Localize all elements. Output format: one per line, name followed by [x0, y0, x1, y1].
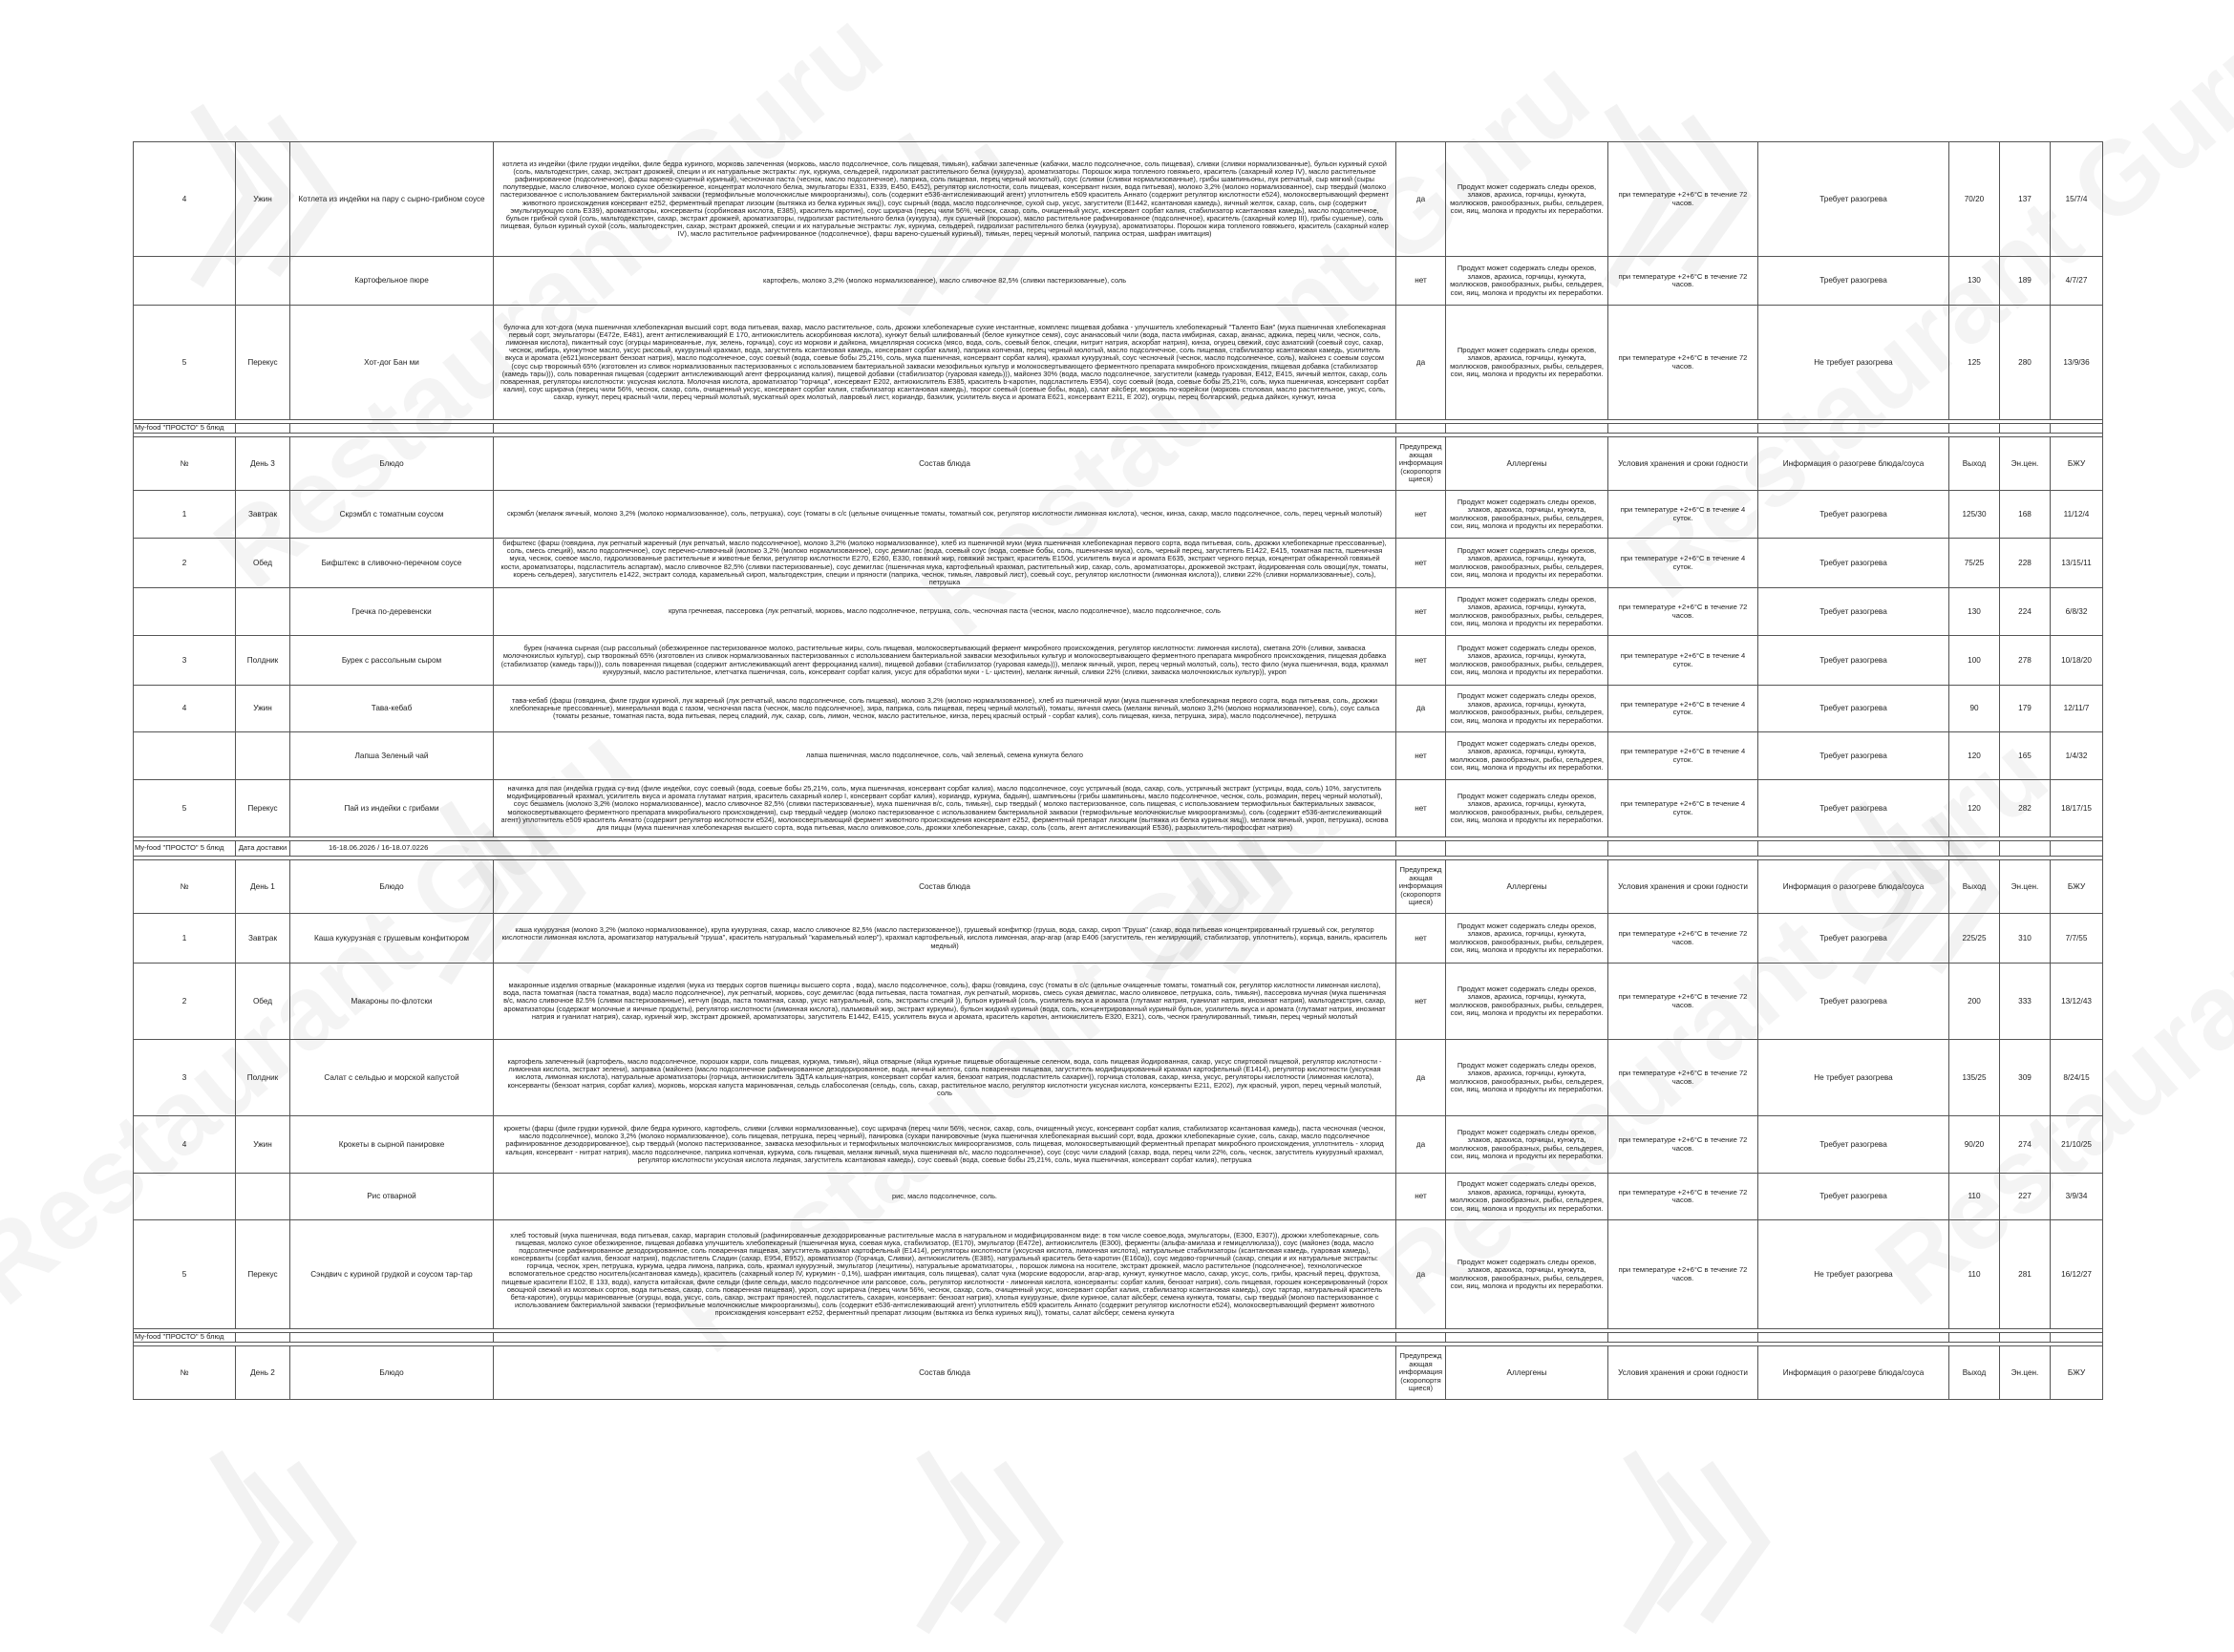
- yield: 135/25: [1949, 1040, 2000, 1116]
- yield: 90/20: [1949, 1116, 2000, 1174]
- storage-conditions: при температуре +2+6°С в течение 72 часов.: [1608, 588, 1758, 636]
- header-energy: Эн.цен.: [2000, 1346, 2051, 1400]
- table-row: [134, 780, 2103, 837]
- meal-type: Перекус: [236, 306, 290, 420]
- watermark-logo-icon: [879, 1432, 1098, 1652]
- dish-composition: бифштекс (фарш (говядина, лук репчатый жаренный (лук репчатый, масло подсолнечное), молоко 3,2% (молоко нормализованное), хлеб из пшеничной муки (мука пшеничная хлебопекарная первого сорта, вода питьевая, соль, дрожжи хлебопекарные прессованные), соль, смесь специй), масло подсолнечное), соус перечно-сливочный (молоко 3,2% (молоко нормализованное), соус демиглас (вода, соевый соус (вода, соевые бобы, соль, пшеничная мука), соль, черный перец, загуститель Е1422, Е415, томатная паста, пшеничная мука, чеснок, соевое масло, гидролизованные растительные и животные белки, регулятор кислотности Е270, Е260, Е330, говяжий жир, говяжий экстракт, краситель Е150d, усилитель вкуса и аромата Е635, экстракт черного перца, концентрат обжаренной говяжьей кости, ароматизаторы, подсластитель аспартам), масло сливочное 82,5% (сливки пастеризованные), соус демиглас (пшеничная мука, картофельный крахмал, растительный жир, сахар, соль, ароматизаторы, дрожжевой экстракт, йодированная соль овощи(лук, томаты, корень сельдерея), загуститель е1422, экстракт солода, карамельный сироп, мальтодекстрин, специи и пряности (паприка, чеснок, тимьян, лавровый лист), соевый соус, регулятор кислотности (лимонная кислота)), сливки 22% (сливки нормализованные), соль), петрушка: [494, 539, 1396, 588]
- storage-conditions: при температуре +2+6°С в течение 72 часов.: [1608, 306, 1758, 420]
- energy-value: 274: [2000, 1116, 2051, 1174]
- block-day1: [134, 837, 2103, 914]
- dish-composition: каша кукурузная (молоко 3,2% (молоко нормализованное), крупа кукурузная, сахар, масло сливочное 82,5% (масло пастеризованное)), грушевый конфитюр (груша, вода, сахар, сироп "Груша" (сахар, вода питьевая концентрированный грушевый сок, регулятор кислотности лимонная кислота, ароматизатор натуральный "груша", краситель натуральный "карамельный колер"), крахмал картофельный, кислота лимонная, агар-агар (агар Е406 (загуститель, ген желирующий, стабилизатор, уплотнитель), корица, ваниль, краситель медный): [494, 914, 1396, 964]
- meal-type: Завтрак: [236, 914, 290, 964]
- dish-name: Картофельное пюре: [290, 257, 494, 306]
- dish-number: [134, 732, 236, 780]
- heating-info: Требует разогрева: [1758, 686, 1949, 732]
- heating-info: Требует разогрева: [1758, 964, 1949, 1040]
- dish-name: Пай из индейки с грибами: [290, 780, 494, 837]
- heating-info: Требует разогрева: [1758, 257, 1949, 306]
- bju-values: 10/18/20: [2051, 636, 2103, 686]
- header-number: №: [134, 437, 236, 491]
- dish-name: Котлета из индейки на пару с сырно-грибном соусе: [290, 142, 494, 257]
- header-warning: Предупреждающая информация (скоропортящиеся): [1396, 437, 1446, 491]
- header-energy: Эн.цен.: [2000, 860, 2051, 914]
- delivery-dates: 16-18.06.2026 / 16-18.07.0226: [290, 841, 1396, 857]
- bju-values: 1/4/32: [2051, 732, 2103, 780]
- watermark-logo-icon: [172, 1432, 392, 1652]
- allergens: Продукт может содержать следы орехов, злаков, арахиса, горчицы, кунжута, моллюсков, ракообразных, рыбы, сельдерея, сои, яиц, молока и продукты их переработки.: [1446, 588, 1608, 636]
- bju-values: 21/10/25: [2051, 1116, 2103, 1174]
- heating-info: Не требует разогрева: [1758, 1220, 1949, 1329]
- dish-name: Макароны по-флотски: [290, 964, 494, 1040]
- header-heating: Информация о разогреве блюда/соуса: [1758, 437, 1949, 491]
- dish-number: 5: [134, 780, 236, 837]
- storage-conditions: при температуре +2+6°С в течение 4 суток.: [1608, 491, 1758, 539]
- header-number: №: [134, 1346, 236, 1400]
- warning-flag: нет: [1396, 780, 1446, 837]
- dish-composition: тава-кебаб (фарш (говядина, филе грудки куриной, лук жареный (лук репчатый, масло подсолнечное, соль пищевая), молоко 3,2% (молоко нормализованное), хлеб из пшеничной муки (мука пшеничная хлебопекарная первого сорта, вода питьевая, соль, дрожжи хлебопекарные прессованные), минеральная вода с газом, чесночная паста (чеснок, масло подсолнечное), зира, паприка, соль пищевая, перец черный молотый), томаты, яичная смесь (меланж яичный, молоко 3,2% (молоко нормализованное), соль), соус сальса (томаты резаные, томатная паста, вода питьевая, перец сладкий, лук, сахар, соль, лимон, чеснок, масло растительное, кинза, перец красный острый - сорбат калия), соль пищевая, кинза, петрушка, зира), масло подсолнечное), петрушка: [494, 686, 1396, 732]
- menu-label: My-food "ПРОСТО" 5 блюд: [134, 841, 236, 857]
- table-row: [134, 914, 2103, 964]
- dish-composition: картофель, молоко 3,2% (молоко нормализованное), масло сливочное 82,5% (сливки пастеризованные), соль: [494, 257, 1396, 306]
- header-number: №: [134, 860, 236, 914]
- table-row: [134, 732, 2103, 780]
- heating-info: Требует разогрева: [1758, 780, 1949, 837]
- dish-number: [134, 588, 236, 636]
- yield: 100: [1949, 636, 2000, 686]
- header-row: [134, 437, 2103, 491]
- header-allergens: Аллергены: [1446, 1346, 1608, 1400]
- storage-conditions: при температуре +2+6°С в течение 72 часов.: [1608, 1116, 1758, 1174]
- dish-number: 3: [134, 1040, 236, 1116]
- yield: 130: [1949, 588, 2000, 636]
- warning-flag: нет: [1396, 588, 1446, 636]
- bju-values: 16/12/27: [2051, 1220, 2103, 1329]
- meal-type: Ужин: [236, 142, 290, 257]
- table-row: [134, 964, 2103, 1040]
- label-row: [134, 424, 2103, 434]
- yield: 200: [1949, 964, 2000, 1040]
- header-composition: Состав блюда: [494, 1346, 1396, 1400]
- allergens: Продукт может содержать следы орехов, злаков, арахиса, горчицы, кунжута, моллюсков, ракообразных, рыбы, сельдерея, сои, яиц, молока и продукты их переработки.: [1446, 142, 1608, 257]
- header-allergens: Аллергены: [1446, 860, 1608, 914]
- allergens: Продукт может содержать следы орехов, злаков, арахиса, горчицы, кунжута, моллюсков, ракообразных, рыбы, сельдерея, сои, яиц, молока и продукты их переработки.: [1446, 1174, 1608, 1220]
- bju-values: 13/9/36: [2051, 306, 2103, 420]
- energy-value: 189: [2000, 257, 2051, 306]
- allergens: Продукт может содержать следы орехов, злаков, арахиса, горчицы, кунжута, моллюсков, ракообразных, рыбы, сельдерея, сои, яиц, молока и продукты их переработки.: [1446, 1220, 1608, 1329]
- bju-values: 15/7/4: [2051, 142, 2103, 257]
- dish-number: 5: [134, 1220, 236, 1329]
- header-heating: Информация о разогреве блюда/соуса: [1758, 1346, 1949, 1400]
- dish-name: Скрэмбл с томатным соусом: [290, 491, 494, 539]
- heating-info: Требует разогрева: [1758, 732, 1949, 780]
- bju-values: 12/11/7: [2051, 686, 2103, 732]
- dish-number: 3: [134, 636, 236, 686]
- header-day: День 1: [236, 860, 290, 914]
- dish-composition: крокеты (фарш (филе грудки куриной, филе бедра куриного, картофель, сливки (сливки нормализованные), соус шрирача (перец чили 56%, чеснок, сахар, соль, очищенный уксус, консервант сорбат калия, стабилизатор ксантановая камедь), паста чесночная (чеснок, масло подсолнечное), молоко 3,2% (молоко нормализованное), соль пищевая, петрушка, перец черный), панировка (сухари панировочные (мука пшеничная хлебопекарная высший сорт, вода, дрожжи хлебопекарные сухие, соль, сахар, масло подсолнечное рафинированное дезодорированное), сыр твердый (молоко пастеризованное, закваска мезофильных и термофильных молочнокислых микроорганизмов, соль пищевая, молокосвертывающий ферментный препарат микробного происхождения, уплотнитель - хлорид кальция, консервант - нитрат натрия), масло подсолнечное, паприка копченая, куркума, соль пищевая, меланж яичный, мука пшеничная в/с, масло подсолнечное), соус (соус чили сладкий (сахар, вода, перец чили 22%, соль, чеснок, загуститель кукурузный крахмал, регулятор кислотности уксусная кислота ледяная, загуститель ксантановая камедь), соус соевый (вода, соевые бобы 25,21%, соль, мука пшеничная, консервант сорбат калия), петрушка: [494, 1116, 1396, 1174]
- energy-value: 309: [2000, 1040, 2051, 1116]
- header-bju: БЖУ: [2051, 437, 2103, 491]
- dish-number: 4: [134, 1116, 236, 1174]
- allergens: Продукт может содержать следы орехов, злаков, арахиса, горчицы, кунжута, моллюсков, ракообразных, рыбы, сельдерея, сои, яиц, молока и продукты их переработки.: [1446, 964, 1608, 1040]
- table-row: [134, 142, 2103, 257]
- storage-conditions: при температуре +2+6°С в течение 4 суток.: [1608, 780, 1758, 837]
- dish-number: 4: [134, 142, 236, 257]
- meal-type: [236, 257, 290, 306]
- allergens: Продукт может содержать следы орехов, злаков, арахиса, горчицы, кунжута, моллюсков, ракообразных, рыбы, сельдерея, сои, яиц, молока и продукты их переработки.: [1446, 1040, 1608, 1116]
- heating-info: Требует разогрева: [1758, 539, 1949, 588]
- table-row: [134, 1040, 2103, 1116]
- warning-flag: нет: [1396, 732, 1446, 780]
- warning-flag: нет: [1396, 1174, 1446, 1220]
- bju-values: 8/24/15: [2051, 1040, 2103, 1116]
- dish-composition: макаронные изделия отварные (макаронные изделия (мука из твердых сортов пшеницы высшего сорта , вода), масло подсолнечное, соль), фарш (говядина, соус (томаты в с/с (цельные очищенные томаты, томатный сок, регулятор кислотности лимонная кислота), вода, паста томатная (паста томатная, вода) масло подсолнечное), лук репчатый, морковь, соус демиглас (вода питьевая, паста томатная, лук репчатый, морковь, смесь сухая демиглас, масло оливковое, петрушка, соль, тимьян), пассеровка мучная (мука пшеничная в/с, масло сливочное 82.5% (сливки пастеризованные), кетчуп (вода, паста томатная, сахар, уксус натуральный, соль, экстракты специй )), бульон куриный (соль, усилитель вкуса и аромата (глутамат натрия, гуанилат натрия, инозинат натрия), мальтодекстрин, сахар, ароматизаторы (содержат молочные и яичные продукты), регулятор кислотности (лимонная кислота), пальмовый жир, экстракт куркумы), бульон жидкий куриный (вода, соль, концентрированный куриный бульон, усилитель вкуса и аромата (глутамат натрия, инозинат натрия и гуанилат натрия), сахар, куриный жир, экстракт дрожжей, ароматизаторы, загуститель Е1442, Е415, усилитель вкуса и аромата, краситель каротин, антиокислитель Е320, Е321), соль, чеснок гранулированный, тимьян, перец черный молотый: [494, 964, 1396, 1040]
- energy-value: 278: [2000, 636, 2051, 686]
- dish-composition: котлета из индейки (филе грудки индейки, филе бедра куриного, морковь запеченная (морковь, масло подсолнечное, соль пищевая, тимьян), кабачки запеченные (кабачки, масло подсолнечное, соль пищевая), сливки (сливки нормализованные), бульон куриный сухой (соль, мальтодекстрин, сахар, экстракт дрожжей, специи и их натуральные экстракты: лук, куркума, сельдерей, гидролизат растительного белка (кукуруза), ароматизаторы. Порошок жира топленого говяжьего, краситель (сахарный колер IV), масло растительное рафинированное (подсолнечное), фарш варено-сушеный куриный), чесночная паста (чеснок, масло подсолнечное), паприка, соль пищевая, перец черный молотый), соус (сливки (сливки нормализованные), грибы шампиньоны, лук репчатый, сыр мягкий (сыры полутвердые, масло сливочное, молоко сухое обезжиренное, концентрат молочного белка, эмульгаторы Е331, Е339, Е450, Е452), регулятор кислотности, соль пищевая, консервант низин, вода питьевая), молоко 3,2% (молоко нормализованное), сыр твердый (молоко пастеризованное с использованием бактериальной закваски (термофильные молочнокислые микроорганизмы), соль (содержит е536-антислеживающий агент) уплотнитель е509 краситель Аннато (содержит регулятор кислотности е524), молокосвертывающий фермент животного происхождения консервант е252, ферментный препарат лизоцим (вытяжка из белка куриных яиц)), соус сырный (вода, масло подсолнечное, сухой сыр, уксус, загустители (Е1442, ксантановая камедь), яичный желток, сахар, соль, сыр (содержит эмульгирующую соль Е339), ароматизаторы, консерванты (сорбиновая кислота, Е385), краситель каротин), соус шрирача (перец чили 56%, чеснок, сахар, соль, очищенный уксус, консервант сорбат калия, стабилизатор ксантановая камедь), масло подсолнечное, бульон грибной сухой (соль, мальтодекстрин, сахар, экстракт дрожжей, ароматизаторы, гидролизат растительного белка (кукуруза), лук сушеный (порошок), масло растительное рафинированное (подсолнечное), краситель (сахарный колер III), грибы сушеные), соль пищевая, бульон куриный сухой (соль, мальтодекстрин, сахар, экстракт дрожжей, специи и их натуральные экстракты: лук, куркума, сельдерей, гидролизат растительного белка (кукуруза), ароматизаторы. Порошок жира топленого говяжьего, краситель (сахарный колер IV), масло растительное рафинированное (подсолнечное), фарш варено-сушеный куриный), тимьян, перец черный молотый, паприка острая, шафран имитация): [494, 142, 1396, 257]
- dish-composition: булочка для хот-дога (мука пшеничная хлебопекарная высший сорт, вода питьевая, вахар, масло растительное, соль, дрожжи хлебопекарные сухие инстантные, комплекс пищевая добавка - улучшитель хлебопекарный "Таленто Бан" (мука пшеничная хлебопекарная первый сорт, эмульгаторы (Е472е, Е481), агент антислеживающий Е 170, антиокислитель аскорбиновая кислота), кунжут белый шлифованный (белое кунжутное семя), соус ананасовый чили (вода, паста имбирная, сахар, ананас, аджика, перец чили, чеснок, соль, лимонная кислота), пикантный соус (огурцы маринованные, лук, зелень, горчица), соус из моркови и дайкона, мицеллярная сосиска (мясо, вода, соль, соевый белок, специи, нитрит натрия, аскорбат натрия), кинза, огурец свежий, соус азиатский (соевый соус, сахар, чеснок, имбирь, кунжутное масло, уксус рисовый, кукурузный крахмал, вода, загуститель ксантановая камедь, консервант сорбат калия), паприка копченая, перец черный молотый, масло подсолнечное, соль пищевая, стабилизатор ксантановая камедь, усилитель вкуса и аромата (е621)консервант бензоат натрия), масло подсолнечное, соус соевый (вода, соевые бобы 25,21%, соль, мука пшеничная, консервант сорбат калия), крахмал кукурузный, соус чесночный (чеснок, масло подсолнечное, соль), майонез с соевым соусом (соус сыр творожный 65% (изготовлен из сливок нормализованных пастеризованных с использованием бактериальной закваски мезофильных культур и молокосвертывающего ферментного препарата микробного происхождения, пищевая добавка (стабилизатор (камедь тары))), соль поваренная пищевая (содержит антислеживающий агент ферроцианид калия), пищевой добавки (стабилизатор (гуаровая камедь))), майонез 30% (вода, масло подсолнечное, загустители (камедь гуаровая, Е412, Е415, яичный желток, сахар, соль поваренная, регуляторы кислотности: уксусная кислота. Молочная кислота, ароматизатор "горчица", консервант Е202, антиокислитель Е385, краситель b-каротин, подсластитель Е954), соус соевый (вода, соевые бобы 25,21%, соль, мука пшеничная, консервант сорбат калия), соус шрирача (перец чили 56%, чеснок, сахар, соль, очищенный уксус, консервант сорбат калия, стабилизатор ксантановая камедь), творог соевый (соевые бобы, вода), салат айсберг, морковь по-корейски (морковь столовая, масло растительное, уксус, соль, сахар, кунжут, перец красный чили, перец черный молотый, мускатный орех молотый, лавровый лист, кориандр, базилик, усилитель вкуса и аромата Е621, консервант Е211, Е 202), огурцы, перец болгарский, редька дайкон, кунжут, кинза: [494, 306, 1396, 420]
- yield: 120: [1949, 732, 2000, 780]
- storage-conditions: при температуре +2+6°С в течение 72 часов.: [1608, 1040, 1758, 1116]
- header-row: [134, 860, 2103, 914]
- dish-name: Каша кукурузная с грушевым конфитюром: [290, 914, 494, 964]
- dish-number: 2: [134, 964, 236, 1040]
- warning-flag: нет: [1396, 636, 1446, 686]
- header-yield: Выход: [1949, 1346, 2000, 1400]
- warning-flag: нет: [1396, 914, 1446, 964]
- storage-conditions: при температуре +2+6°С в течение 72 часов.: [1608, 914, 1758, 964]
- dish-name: Рис отварной: [290, 1174, 494, 1220]
- dish-number: 4: [134, 686, 236, 732]
- yield: 110: [1949, 1174, 2000, 1220]
- meal-type: Ужин: [236, 1116, 290, 1174]
- warning-flag: да: [1396, 1116, 1446, 1174]
- meal-type: Полдник: [236, 636, 290, 686]
- block-day-prev: [134, 142, 2103, 420]
- bju-values: 13/12/43: [2051, 964, 2103, 1040]
- header-energy: Эн.цен.: [2000, 437, 2051, 491]
- meal-type: Обед: [236, 539, 290, 588]
- storage-conditions: при температуре +2+6°С в течение 72 часов.: [1608, 964, 1758, 1040]
- block-day1-rows: [134, 914, 2103, 1329]
- warning-flag: нет: [1396, 257, 1446, 306]
- storage-conditions: при температуре +2+6°С в течение 72 часов.: [1608, 1220, 1758, 1329]
- heating-info: Не требует разогрева: [1758, 306, 1949, 420]
- dish-name: Гречка по-деревенски: [290, 588, 494, 636]
- meal-type: Ужин: [236, 686, 290, 732]
- warning-flag: нет: [1396, 491, 1446, 539]
- dish-composition: крупа гречневая, пассеровка (лук репчатый, морковь, масло подсолнечное, петрушка, соль, чесночная паста (чеснок, масло подсолнечное), масло подсолнечное, соль: [494, 588, 1396, 636]
- dish-name: Лапша Зеленый чай: [290, 732, 494, 780]
- energy-value: 310: [2000, 914, 2051, 964]
- storage-conditions: при температуре +2+6°С в течение 4 суток.: [1608, 732, 1758, 780]
- label-row: [134, 841, 2103, 857]
- meal-type: [236, 732, 290, 780]
- block-day3-rows: [134, 491, 2103, 837]
- delivery-label: Дата доставки: [236, 841, 290, 857]
- header-storage: Условия хранения и сроки годности: [1608, 860, 1758, 914]
- header-day: День 2: [236, 1346, 290, 1400]
- energy-value: 280: [2000, 306, 2051, 420]
- allergens: Продукт может содержать следы орехов, злаков, арахиса, горчицы, кунжута, моллюсков, ракообразных, рыбы, сельдерея, сои, яиц, молока и продукты их переработки.: [1446, 257, 1608, 306]
- meal-type: [236, 588, 290, 636]
- header-heating: Информация о разогреве блюда/соуса: [1758, 860, 1949, 914]
- meal-type: Завтрак: [236, 491, 290, 539]
- dish-number: 5: [134, 306, 236, 420]
- header-dish: Блюдо: [290, 1346, 494, 1400]
- heating-info: Требует разогрева: [1758, 588, 1949, 636]
- table-row: [134, 257, 2103, 306]
- allergens: Продукт может содержать следы орехов, злаков, арахиса, горчицы, кунжута, моллюсков, ракообразных, рыбы, сельдерея, сои, яиц, молока и продукты их переработки.: [1446, 306, 1608, 420]
- bju-values: 13/15/11: [2051, 539, 2103, 588]
- label-row: [134, 1333, 2103, 1343]
- dish-composition: хлеб тостовый (мука пшеничная, вода питьевая, сахар, маргарин столовый (рафинированные дезодорированные растительные масла в натуральном и модифицированном виде: в том числе соевое,вода, эмульгаторы, (Е300, Е307)), дрожжи хлебопекарные, соль пищевая, молоко сухое обезжиренное, пищевая добавка улучшитель хлебопекарный (пшеничная мука, соевая мука, стабилизатор, (Е170), эмульгатор (Е472е), антиокислитель (Е300), ферменты (альфа-амилаза и гемицеллюлаза)), соус (майонез (вода, масло подсолнечное рафинированное дезодорированное, соль поваренная пищевая, загуститель крахмал картофельный (Е1414), регуляторы кислотности (уксусная кислота, лимонная кислота), натуральные стабилизаторы (ксантановая камедь, гуаровая камедь), консерванты (сорбат калия, бензоат натрия), подсластитель Сладин (сахар, Е954, Е952), ароматизатор (Горчица, Сливки), антиокислитель (Е385), натуральный краситель бета-каротин (Е160а)), соус медово-горчичный (сахар, специи и их натуральные экстракты: горчица, чеснок, хрен, петрушка, куркума, цедра лимона, паприка, соль, крахмал кукурузный, эмульгатор (лецитины), натуральные ароматизаторы, , порошок лимона на носителе, экстракт дрожжей, масло растительное (подсолнечное), технологическое вспомогательное средство носитель(ксантановая камедь), краситель (сахарный колер IV, куркумин - 0,1%), шафран имитация, соль пищевая), салат чука (морские водоросли, агар-агар, кунжут, кунжутное масло, сахар, уксус, соль, грибы, красный перец, фруктоза, пищевые красители Е102, Е 133, вода), капуста китайская, филе сельди (филе сельди, масло подсолнечное или рапсовое, соль, регулятор кислотности - лимонная кислота, консерванты: сорбат калия, бензоат натрия), соль пищевая, горошек консервированный (горох овощной свежий из мозговых сортов, вода питьевая, сахар, соль поваренная пищевая), укроп, соус шрирача (перец чили 56%, чеснок, сахар, соль, очищенный уксус, консервант сорбат калия, стабилизатор ксантановая камедь), соус тартар, натуральный краситель бета-каротин), огурцы маринованные (огурцы, вода, уксус, соль, сахар, экстракт пряностей, подсластитель, сахарин, консервант: бензоат натрия), хлопья кукурузные, филе куриное, салат айсберг, семена кунжута, томаты, сыр твердый (молоко пастеризованное с использованием бактериальной закваски (термофильные молочнокислые микроорганизмы), соль (содержит е536-антислеживающий агент) уплотнитель е509 краситель Аннато (содержит регулятор кислотности е524), молокосвертывающий фермент животного происхождения консервант е252, ферментный препарат лизоцим (вытяжка из белка куриных яиц)), томаты, салат айсберг, семена кунжута: [494, 1220, 1396, 1329]
- energy-value: 228: [2000, 539, 2051, 588]
- yield: 120: [1949, 780, 2000, 837]
- dish-name: Бурек с рассольным сыром: [290, 636, 494, 686]
- header-day: День 3: [236, 437, 290, 491]
- header-yield: Выход: [1949, 437, 2000, 491]
- energy-value: 224: [2000, 588, 2051, 636]
- table-row: [134, 306, 2103, 420]
- yield: 75/25: [1949, 539, 2000, 588]
- bju-values: 11/12/4: [2051, 491, 2103, 539]
- header-composition: Состав блюда: [494, 437, 1396, 491]
- storage-conditions: при температуре +2+6°С в течение 4 суток.: [1608, 686, 1758, 732]
- dish-number: [134, 257, 236, 306]
- dish-name: Тава-кебаб: [290, 686, 494, 732]
- energy-value: 333: [2000, 964, 2051, 1040]
- bju-values: 4/7/27: [2051, 257, 2103, 306]
- heating-info: Требует разогрева: [1758, 636, 1949, 686]
- dish-composition: начинка для пая (индейка грудка су-вид (филе индейки, соус соевый (вода, соевые бобы 25,21%, соль, мука пшеничная, консервант сорбат калия), масло подсолнечное, соус устричный (вода, сахар, соль, устричный экстракт (устрицы, вода, соль) 10%, загуститель модифицированный крахмал, усилитель вкуса и аромата глутамат натрия, краситель сахарный колер I, консервант сорбат калия), кориандр, куркума, бадьян), шампиньоны (грибы шампиньоны, масло подсолнечное, чеснок, соль, розмарин, перец черный молотый), соус бешамель (молоко 3,2% (молоко нормализованное), масло сливочное 82,5% (сливки пастеризованные), мука пшеничная в/с, соль, тимьян), сыр твердый ( молоко пастеризованное, соль пищевая, с использованием термофильных бактериальных заквасок, молокосвертывающего ферментного препарата микробиального происхождения), сыр твердый чеддер (молоко пастеризованное с использованием бактериальной закваски (термофильные молочнокислые микроорганизмы), соль (содержит е536-антислеживающий агент) уплотнитель е509 краситель Аннато (содержит регулятор кислотности е524), молокосвертывающий фермент животного происхождения консервант е252, ферментный препарат лизоцим (вытяжка из белка куриных яиц)), меланж яичный, укроп, петрушка), основа для пиццы (мука пшеничная хлебопекарная высшего сорта, вода питьевая, масло оливковое,соль, дрожжи хлебопекарные, сахар, соль (соль, агент антислеживающий Е536), разрыхлитель-пирофосфат натрия): [494, 780, 1396, 837]
- header-storage: Условия хранения и сроки годности: [1608, 1346, 1758, 1400]
- meal-type: Перекус: [236, 1220, 290, 1329]
- header-composition: Состав блюда: [494, 860, 1396, 914]
- dish-name: Сэндвич с куриной грудкой и соусом тар-тар: [290, 1220, 494, 1329]
- heating-info: Требует разогрева: [1758, 1116, 1949, 1174]
- storage-conditions: при температуре +2+6°С в течение 72 часов.: [1608, 257, 1758, 306]
- bju-values: 6/8/32: [2051, 588, 2103, 636]
- meal-type: Перекус: [236, 780, 290, 837]
- warning-flag: нет: [1396, 539, 1446, 588]
- energy-value: 165: [2000, 732, 2051, 780]
- yield: 130: [1949, 257, 2000, 306]
- yield: 125: [1949, 306, 2000, 420]
- bju-values: 7/7/55: [2051, 914, 2103, 964]
- allergens: Продукт может содержать следы орехов, злаков, арахиса, горчицы, кунжута, моллюсков, ракообразных, рыбы, сельдерея, сои, яиц, молока и продукты их переработки.: [1446, 539, 1608, 588]
- dish-number: 1: [134, 491, 236, 539]
- allergens: Продукт может содержать следы орехов, злаков, арахиса, горчицы, кунжута, моллюсков, ракообразных, рыбы, сельдерея, сои, яиц, молока и продукты их переработки.: [1446, 914, 1608, 964]
- heating-info: Требует разогрева: [1758, 491, 1949, 539]
- watermark-logo-icon: [1585, 1432, 1805, 1652]
- table-row: [134, 686, 2103, 732]
- meal-type: [236, 1174, 290, 1220]
- dish-number: 1: [134, 914, 236, 964]
- header-dish: Блюдо: [290, 860, 494, 914]
- allergens: Продукт может содержать следы орехов, злаков, арахиса, горчицы, кунжута, моллюсков, ракообразных, рыбы, сельдерея, сои, яиц, молока и продукты их переработки.: [1446, 636, 1608, 686]
- header-warning: Предупреждающая информация (скоропортящиеся): [1396, 860, 1446, 914]
- warning-flag: да: [1396, 1220, 1446, 1329]
- table-row: [134, 1174, 2103, 1220]
- yield: 70/20: [1949, 142, 2000, 257]
- table-row: [134, 1116, 2103, 1174]
- energy-value: 168: [2000, 491, 2051, 539]
- storage-conditions: при температуре +2+6°С в течение 72 часов.: [1608, 142, 1758, 257]
- yield: 225/25: [1949, 914, 2000, 964]
- energy-value: 137: [2000, 142, 2051, 257]
- dish-composition: лапша пшеничная, масло подсолнечное, соль, чай зеленый, семена кунжута белого: [494, 732, 1396, 780]
- warning-flag: да: [1396, 142, 1446, 257]
- dish-composition: рис, масло подсолнечное, соль.: [494, 1174, 1396, 1220]
- header-bju: БЖУ: [2051, 1346, 2103, 1400]
- warning-flag: да: [1396, 306, 1446, 420]
- dish-number: [134, 1174, 236, 1220]
- header-row: [134, 1346, 2103, 1400]
- energy-value: 227: [2000, 1174, 2051, 1220]
- storage-conditions: при температуре +2+6°С в течение 72 часов.: [1608, 1174, 1758, 1220]
- menu-label: My-food "ПРОСТО" 5 блюд: [134, 1333, 236, 1343]
- dish-name: Крокеты в сырной панировке: [290, 1116, 494, 1174]
- yield: 125/30: [1949, 491, 2000, 539]
- dish-composition: картофель запеченный (картофель, масло подсолнечное, порошок карри, соль пищевая, куркума, тимьян), яйца отварные (яйца куриные пищевые обогащенные селеном, вода, соль пищевая йодированная, сахар, уксус спиртовой пищевой, регулятор кислотности - лимонная кислота, экстракт зелени), заправка (майонез (масло подсолнечное рафинированное дезодорированное, вода, яичный желток, соль поваренная пищевая, загуститель модифицированный крахмал картофельный (Е1414), регулятор кислотности (уксусная кислота, лимонная кислота), натуральные ароматизаторы (горчица, антиокислитель ЭДТА кальция-натрия, консервант сорбат калия, бензоат натрия, подсластитель сахарин)), горчица столовая, сахар, кинза, уксус, регуляторы кислотности (лимонная кислота), консерванты (бензоат натрия, сорбат калия), морковь, морская капуста маринованная, сельдь слабосоленая (сельдь, соль, сахар, растительное масло, регулятор кислотности уксусная кислота, консерванты Е211, Е202), лук красный, укроп, перец черный молотый, соль: [494, 1040, 1396, 1116]
- allergens: Продукт может содержать следы орехов, злаков, арахиса, горчицы, кунжута, моллюсков, ракообразных, рыбы, сельдерея, сои, яиц, молока и продукты их переработки.: [1446, 780, 1608, 837]
- header-storage: Условия хранения и сроки годности: [1608, 437, 1758, 491]
- warning-flag: да: [1396, 1040, 1446, 1116]
- header-dish: Блюдо: [290, 437, 494, 491]
- allergens: Продукт может содержать следы орехов, злаков, арахиса, горчицы, кунжута, моллюсков, ракообразных, рыбы, сельдерея, сои, яиц, молока и продукты их переработки.: [1446, 686, 1608, 732]
- block-day3: [134, 420, 2103, 491]
- allergens: Продукт может содержать следы орехов, злаков, арахиса, горчицы, кунжута, моллюсков, ракообразных, рыбы, сельдерея, сои, яиц, молока и продукты их переработки.: [1446, 491, 1608, 539]
- yield: 90: [1949, 686, 2000, 732]
- storage-conditions: при температуре +2+6°С в течение 4 суток.: [1608, 636, 1758, 686]
- table-row: [134, 636, 2103, 686]
- allergens: Продукт может содержать следы орехов, злаков, арахиса, горчицы, кунжута, моллюсков, ракообразных, рыбы, сельдерея, сои, яиц, молока и продукты их переработки.: [1446, 732, 1608, 780]
- bju-values: 18/17/15: [2051, 780, 2103, 837]
- block-day2: [134, 1329, 2103, 1400]
- energy-value: 282: [2000, 780, 2051, 837]
- dish-name: Хот-дог Бан ми: [290, 306, 494, 420]
- allergens: Продукт может содержать следы орехов, злаков, арахиса, горчицы, кунжута, моллюсков, ракообразных, рыбы, сельдерея, сои, яиц, молока и продукты их переработки.: [1446, 1116, 1608, 1174]
- header-warning: Предупреждающая информация (скоропортящиеся): [1396, 1346, 1446, 1400]
- heating-info: Требует разогрева: [1758, 1174, 1949, 1220]
- yield: 110: [1949, 1220, 2000, 1329]
- table-row: [134, 539, 2103, 588]
- dish-name: Бифштекс в сливочно-перечном соусе: [290, 539, 494, 588]
- table-row: [134, 588, 2103, 636]
- bju-values: 3/9/34: [2051, 1174, 2103, 1220]
- energy-value: 281: [2000, 1220, 2051, 1329]
- table-row: [134, 1220, 2103, 1329]
- meal-type: Обед: [236, 964, 290, 1040]
- header-bju: БЖУ: [2051, 860, 2103, 914]
- energy-value: 179: [2000, 686, 2051, 732]
- warning-flag: нет: [1396, 964, 1446, 1040]
- warning-flag: да: [1396, 686, 1446, 732]
- dish-composition: бурек (начинка сырная (сыр рассольный (обезжиренное пастеризованное молоко, растительные жиры, соль пищевая, молокосвертывающий фермент микробного происхождения, регулятор кислотности: лимонная кислота), сметана 20% (сливки, закваска молочнокислых культур), сыр творожный 65% (изготовлен из сливок нормализованных пастеризованных с использованием бактериальной закваски мезофильных культур и молокосвертывающего ферментного препарата микробного происхождения, пищевая добавка (стабилизатор (камедь тары))), соль поваренная пищевая (содержит антислеживающий агент ферроцианид калия), пищевой добавки (стабилизатор (гуаровая камедь))), меланж яичный, укроп, перец черный молотый, соль), тесто фило (мука пшеничная, вода, крахмал кукурузный, масло растительное, клетчатка пшеничная, соль, консервант сорбат калия, уксус для обработки муки - L- цистеин), меланж яичный, сливки 22% (сливки, закваска молочнокислых культур)), укроп: [494, 636, 1396, 686]
- storage-conditions: при температуре +2+6°С в течение 4 суток.: [1608, 539, 1758, 588]
- menu-table: [133, 141, 2103, 1400]
- dish-number: 2: [134, 539, 236, 588]
- heating-info: Не требует разогрева: [1758, 1040, 1949, 1116]
- header-allergens: Аллергены: [1446, 437, 1608, 491]
- heating-info: Требует разогрева: [1758, 914, 1949, 964]
- menu-label: My-food "ПРОСТО" 5 блюд: [134, 424, 236, 434]
- dish-name: Салат с сельдью и морской капустой: [290, 1040, 494, 1116]
- dish-composition: скрэмбл (меланж яичный, молоко 3,2% (молоко нормализованное), соль, петрушка), соус (томаты в с/с (цельные очищенные томаты, томатный сок, регулятор кислотности лимонная кислота), чеснок, кинза, сахар, масло подсолнечное, соль, перец черный молотый): [494, 491, 1396, 539]
- meal-type: Полдник: [236, 1040, 290, 1116]
- table-row: [134, 491, 2103, 539]
- header-yield: Выход: [1949, 860, 2000, 914]
- heating-info: Требует разогрева: [1758, 142, 1949, 257]
